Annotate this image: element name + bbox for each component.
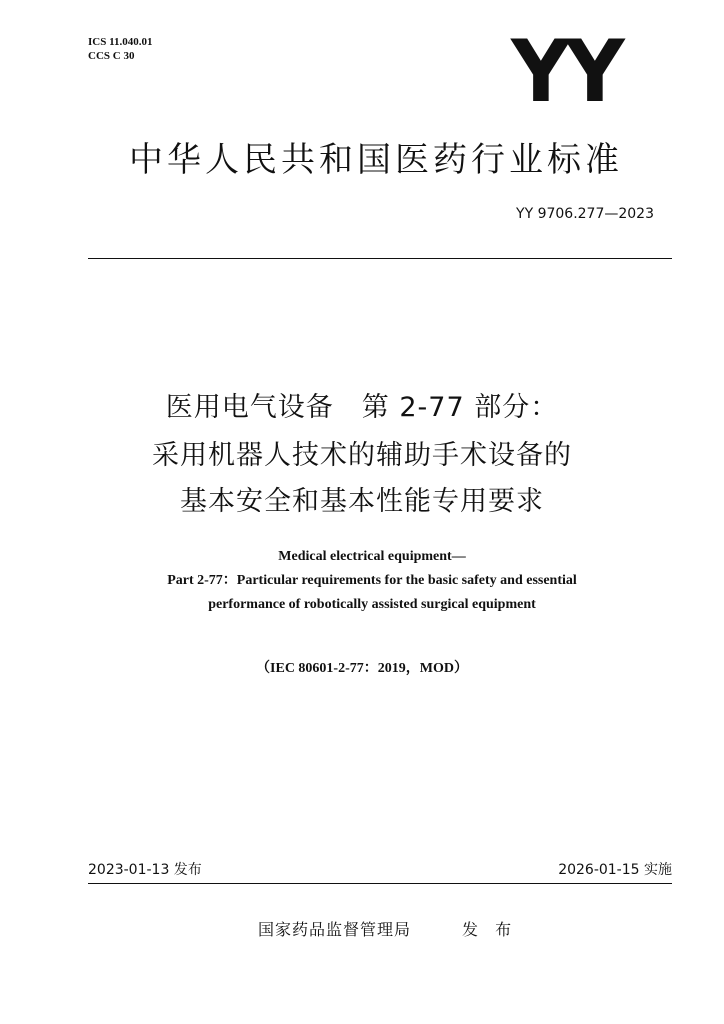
yy-logo: YY [510, 22, 620, 122]
publish-date: 2023-01-13 发布 [88, 862, 202, 878]
chinese-title-line-2: 采用机器人技术的辅助手术设备的 [152, 440, 572, 471]
english-title-line-3: performance of robotically assisted surgical equipment [208, 597, 536, 612]
issue-label: 发 布 [462, 920, 518, 939]
english-title-line-2: Part 2-77：Particular requirements for the basic safety and essential [167, 573, 577, 588]
standard-number: YY 9706.277—2023 [516, 206, 654, 222]
chinese-title-line-1: 医用电气设备 第 2-77 部分： [165, 392, 559, 423]
ccs-code: CCS C 30 [88, 50, 135, 62]
english-title-line-1: Medical electrical equipment— [278, 549, 466, 564]
ics-code: ICS 11.040.01 [88, 36, 153, 48]
chinese-title-line-3: 基本安全和基本性能专用要求 [180, 486, 544, 517]
implement-date: 2026-01-15 实施 [558, 862, 672, 878]
industry-standard-heading: 中华人民共和国医药行业标准 [129, 140, 623, 180]
issuing-authority: 国家药品监督管理局 [258, 920, 412, 939]
bottom-divider [88, 883, 672, 884]
adoption-note: （IEC 80601-2-77：2019，MOD） [256, 661, 468, 676]
top-divider [88, 258, 672, 259]
